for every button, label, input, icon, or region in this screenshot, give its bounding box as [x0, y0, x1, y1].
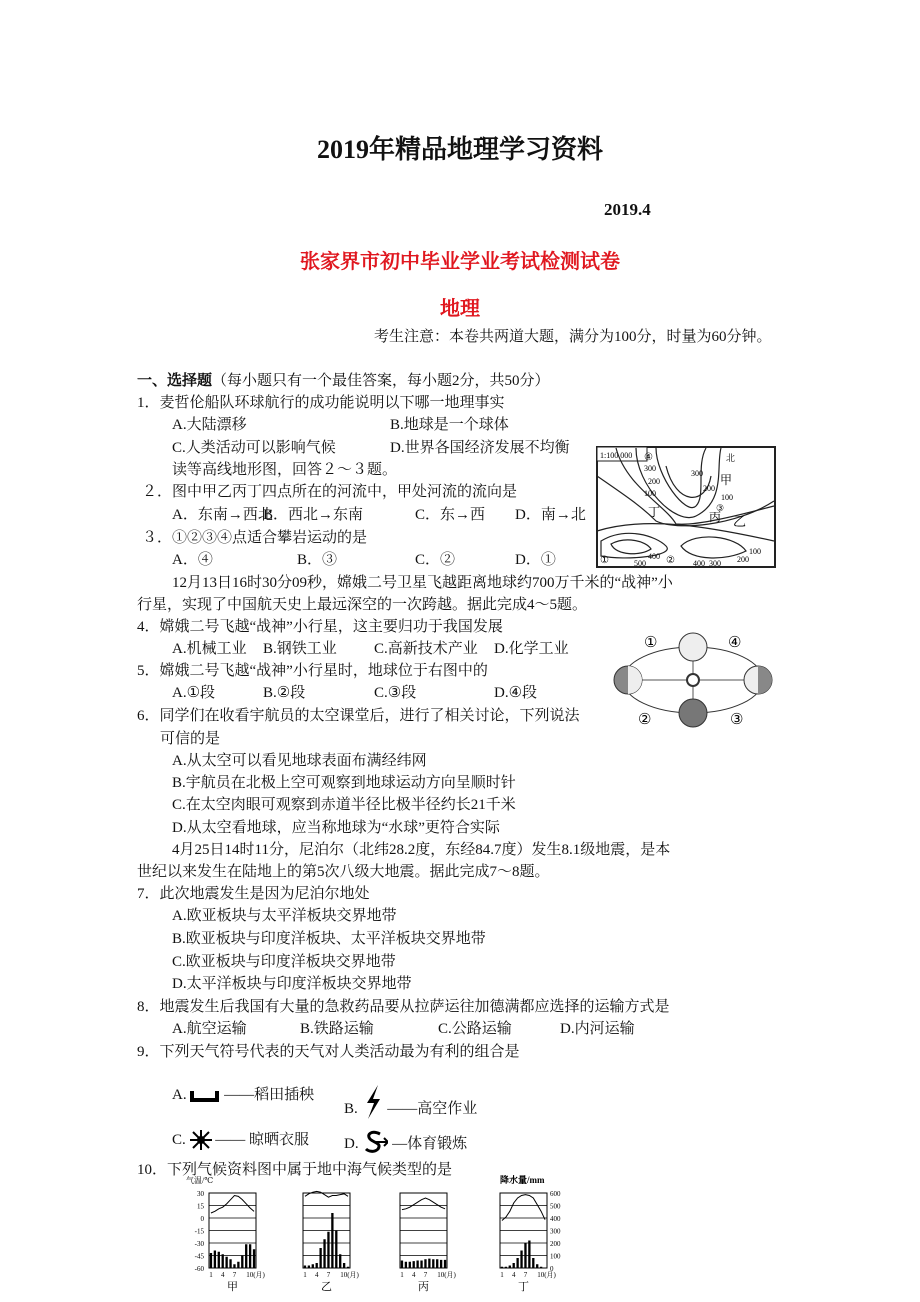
q4-option-d: D.化学工业	[494, 641, 569, 657]
sandstorm-symbol-icon	[362, 1130, 388, 1154]
label-ding: 丁	[648, 505, 661, 519]
month-tick: 4	[411, 1271, 416, 1279]
precip-bar	[532, 1258, 534, 1268]
svg-text:100: 100	[721, 493, 733, 502]
precip-bar	[416, 1261, 418, 1269]
precip-bar	[214, 1251, 216, 1269]
section-note: （每小题只有一个最佳答案，每小题2分，共50分）	[212, 373, 550, 389]
doc-date: 2019.4	[604, 200, 651, 219]
precip-axis-label: 降水量/mm	[500, 1175, 545, 1185]
temp-axis-label: 气温/℃	[186, 1176, 214, 1185]
precip-bar	[536, 1264, 538, 1268]
q6-option-c: C.在太空肉眼可观察到赤道半径比极半径约长21千米	[172, 797, 516, 813]
precip-tick: 200	[550, 1240, 561, 1248]
precip-bar	[304, 1266, 306, 1269]
precip-bar	[319, 1248, 321, 1268]
svg-text:500: 500	[634, 559, 646, 568]
precip-bar	[245, 1244, 247, 1268]
temp-tick: 30	[197, 1190, 204, 1198]
q3-stem: ３．①②③④点适合攀岩运动的是	[142, 530, 368, 546]
segment-2: ②	[638, 712, 652, 728]
q2-stem: ２．图中甲乙丙丁四点所在的河流中，甲处河流的流向是	[142, 484, 518, 500]
month-tick: 7	[232, 1271, 237, 1279]
q6-option-d: D.从太空看地球，应当称地球为“水球”更符合实际	[172, 820, 500, 836]
temp-tick: -45	[194, 1252, 204, 1261]
month-tick: 4	[511, 1271, 516, 1279]
chart-name: 乙	[321, 1281, 332, 1293]
svg-text:300: 300	[644, 464, 656, 473]
precip-bar	[424, 1259, 426, 1268]
q6-option-a: A.从太空可以看见地球表面布满经纬网	[172, 753, 427, 769]
precip-tick: 0	[550, 1265, 554, 1273]
precip-bar	[347, 1267, 349, 1268]
month-tick: 7	[326, 1271, 331, 1279]
intro-q4-line2: 行星，实现了中国航天史上最远深空的一次跨越。据此完成4～5题。	[137, 597, 588, 613]
precip-bar	[401, 1261, 403, 1269]
segment-1: ①	[644, 635, 658, 651]
precip-bar	[420, 1261, 422, 1269]
month-tick: 7	[523, 1271, 528, 1279]
precip-tick: 400	[550, 1215, 561, 1223]
q1-stem: 1．麦哲伦船队环球航行的成功能说明以下哪一地理事实	[137, 395, 505, 411]
month-tick: 1	[500, 1271, 504, 1279]
precip-bar	[229, 1259, 231, 1268]
svg-text:400: 400	[648, 552, 660, 561]
q1-option-b: B.地球是一个球体	[390, 417, 509, 433]
q3-option-c: C．②	[415, 552, 456, 568]
month-tick: 1	[400, 1271, 404, 1279]
precip-bar	[343, 1263, 345, 1268]
q5-option-d: D.④段	[494, 685, 538, 701]
rainstorm-symbol-icon	[190, 1089, 220, 1103]
temp-tick: 15	[197, 1202, 204, 1211]
q2-option-c: C．东→西	[415, 507, 486, 523]
map-scale: 1:100 000	[600, 451, 633, 460]
temp-line	[402, 1198, 445, 1210]
doc-title: 2019年精品地理学习资料	[316, 135, 603, 164]
precip-tick: 600	[550, 1190, 561, 1198]
chart-name: 丁	[518, 1281, 529, 1293]
label-yi: 乙	[733, 514, 747, 529]
temp-tick: -30	[194, 1240, 204, 1248]
precip-bar	[444, 1260, 446, 1268]
q6-option-b: B.宇航员在北极上空可观察到地球运动方向呈顺时针	[172, 775, 516, 791]
subject-title: 地理	[440, 298, 480, 320]
segment-3: ③	[730, 712, 744, 728]
temp-line	[211, 1196, 254, 1214]
precip-bar	[308, 1266, 310, 1269]
precip-bar	[513, 1263, 515, 1268]
q9-option-a: A. ——稻田插秧	[172, 1087, 315, 1103]
precip-bar	[505, 1267, 507, 1268]
q3-option-d: D．①	[515, 552, 556, 568]
q9-stem: 9．下列天气符号代表的天气对人类活动最为有利的组合是	[137, 1044, 520, 1060]
q2-option-a: A．东南→西北	[172, 507, 273, 523]
q4-option-c: C.高新技术产业	[374, 641, 478, 657]
exam-title: 张家界市初中毕业学业考试检测试卷	[300, 251, 620, 273]
precip-bar	[312, 1264, 314, 1268]
q1-option-a: A.大陆漂移	[172, 417, 247, 433]
q1-option-c: C.人类活动可以影响气候	[172, 440, 336, 456]
climate-charts	[170, 1175, 590, 1300]
precip-bar	[520, 1251, 522, 1269]
precip-bar	[222, 1254, 224, 1268]
svg-text:200: 200	[703, 484, 715, 493]
precip-bar	[409, 1262, 411, 1268]
precip-bar	[436, 1259, 438, 1268]
label-jia: 甲	[720, 473, 733, 487]
precip-bar	[241, 1256, 243, 1269]
svg-text:200: 200	[648, 477, 660, 486]
q5-option-a: A.①段	[172, 685, 216, 701]
svg-text:100: 100	[644, 489, 656, 498]
temp-line	[305, 1191, 348, 1197]
precip-bar	[233, 1264, 235, 1268]
precip-bar	[501, 1267, 503, 1268]
q9-option-d: D. —体育锻炼	[344, 1130, 467, 1154]
precip-bar	[405, 1262, 407, 1268]
svg-text:100: 100	[749, 547, 761, 556]
precip-bar	[237, 1262, 239, 1268]
precip-bar	[210, 1253, 212, 1268]
q10-stem: 10．下列气候资料图中属于地中海气候类型的是	[137, 1162, 453, 1178]
temp-tick: 0	[200, 1215, 204, 1223]
earth-orbit-diagram	[608, 627, 778, 729]
precip-bar	[335, 1231, 337, 1269]
exam-notice: 考生注意：本卷共两道大题，满分为100分，时量为60分钟。	[374, 329, 772, 345]
intro-q7-line2: 世纪以来发生在陆地上的第5次八级大地震。据此完成7～8题。	[137, 864, 550, 880]
q7-stem: 7．此次地震发生是因为尼泊尔地处	[137, 886, 370, 902]
svg-text:300: 300	[709, 559, 721, 568]
q8-option-c: C.公路运输	[438, 1021, 512, 1037]
svg-text:400: 400	[693, 559, 705, 568]
precip-bar	[524, 1243, 526, 1268]
temp-tick: -60	[194, 1265, 204, 1273]
q7-option-b: B.欧亚板块与印度洋板块、太平洋板块交界地带	[172, 931, 486, 947]
precip-bar	[218, 1252, 220, 1268]
precip-bar	[249, 1244, 251, 1268]
chart-name: 甲	[227, 1281, 238, 1293]
precip-tick: 300	[550, 1227, 561, 1236]
north-label: 北	[726, 453, 736, 463]
intro-q7-line1: 4月25日14时11分，尼泊尔（北纬28.2度，东经84.7度）发生8.1级地震，是本	[172, 842, 671, 858]
month-tick: 4	[220, 1271, 225, 1279]
month-tick: 10(月)	[246, 1271, 265, 1279]
q5-option-b: B.②段	[263, 685, 306, 701]
q9-option-b: B. ——高空作业	[344, 1085, 477, 1119]
q6-stem-cont: 可信的是	[160, 731, 221, 747]
precip-bar	[316, 1263, 318, 1268]
precip-bar	[253, 1249, 255, 1268]
month-tick: 1	[303, 1271, 307, 1279]
point-2: ②	[666, 555, 675, 566]
intro-q2: 读等高线地形图，回答２～３题。	[172, 462, 398, 478]
precip-bar	[432, 1259, 434, 1268]
precip-bar	[225, 1257, 227, 1268]
q5-option-c: C.③段	[374, 685, 417, 701]
svg-text:300: 300	[691, 469, 703, 478]
precip-bar	[331, 1213, 333, 1268]
q8-option-a: A.航空运输	[172, 1021, 247, 1037]
precip-bar	[323, 1239, 325, 1268]
q8-stem: 8．地震发生后我国有大量的急救药品要从拉萨运往加德满都应选择的运输方式是	[137, 999, 670, 1015]
month-tick: 10(月)	[537, 1271, 556, 1279]
temp-tick: -15	[194, 1227, 204, 1236]
q2-option-b: B．西北→东南	[263, 507, 364, 523]
label-bing: 丙	[709, 510, 722, 524]
precip-bar	[327, 1232, 329, 1268]
precip-bar	[528, 1241, 530, 1269]
month-tick: 4	[314, 1271, 319, 1279]
q4-option-b: B.钢铁工业	[263, 641, 337, 657]
q9-option-c: C. —— 晾晒衣服	[172, 1132, 310, 1148]
precip-bar	[339, 1254, 341, 1268]
q5-stem: 5．嫦娥二号飞越“战神”小行星时，地球位于右图中的	[137, 663, 488, 679]
q7-option-a: A.欧亚板块与太平洋板块交界地带	[172, 908, 397, 924]
thunder-symbol-icon	[362, 1085, 384, 1119]
precip-bar	[516, 1258, 518, 1268]
q8-option-d: D.内河运输	[560, 1021, 635, 1037]
section-heading	[137, 371, 550, 391]
segment-4: ④	[728, 635, 742, 651]
section-title: 一、选择题	[137, 373, 213, 389]
q2-option-d: D．南→北	[515, 507, 586, 523]
point-1: ①	[600, 555, 609, 566]
precip-bar	[440, 1260, 442, 1268]
q1-option-d: D.世界各国经济发展不均衡	[390, 440, 570, 456]
precip-bar	[540, 1267, 542, 1268]
precip-tick: 500	[550, 1202, 561, 1211]
precip-bar	[413, 1261, 415, 1268]
point-4: ④	[644, 452, 653, 463]
month-tick: 7	[423, 1271, 428, 1279]
temp-line	[502, 1195, 545, 1221]
precip-bar	[509, 1266, 511, 1269]
intro-q4-line1: 12月13日16时30分09秒，嫦娥二号卫星飞越距离地球约700万千米的“战神”小	[172, 575, 673, 591]
point-3: ③	[716, 503, 725, 513]
month-tick: 10(月)	[437, 1271, 456, 1279]
sunny-symbol-icon	[190, 1130, 212, 1150]
month-tick: 10(月)	[340, 1271, 359, 1279]
chart-name: 丙	[418, 1281, 429, 1293]
q3-option-a: A．④	[172, 552, 213, 568]
precip-bar	[428, 1259, 430, 1268]
q7-option-c: C.欧亚板块与印度洋板块交界地带	[172, 954, 396, 970]
q4-option-a: A.机械工业	[172, 641, 247, 657]
contour-map	[596, 446, 776, 568]
q7-option-d: D.太平洋板块与印度洋板块交界地带	[172, 976, 412, 992]
svg-text:200: 200	[737, 555, 749, 564]
q8-option-b: B.铁路运输	[300, 1021, 374, 1037]
month-tick: 1	[209, 1271, 213, 1279]
q3-option-b: B．③	[297, 552, 338, 568]
q6-stem: 6．同学们在收看宇航员的太空课堂后，进行了相关讨论，下列说法	[137, 708, 580, 724]
precip-tick: 100	[550, 1252, 561, 1261]
q4-stem: 4．嫦娥二号飞越“战神”小行星，这主要归功于我国发展	[137, 619, 503, 635]
